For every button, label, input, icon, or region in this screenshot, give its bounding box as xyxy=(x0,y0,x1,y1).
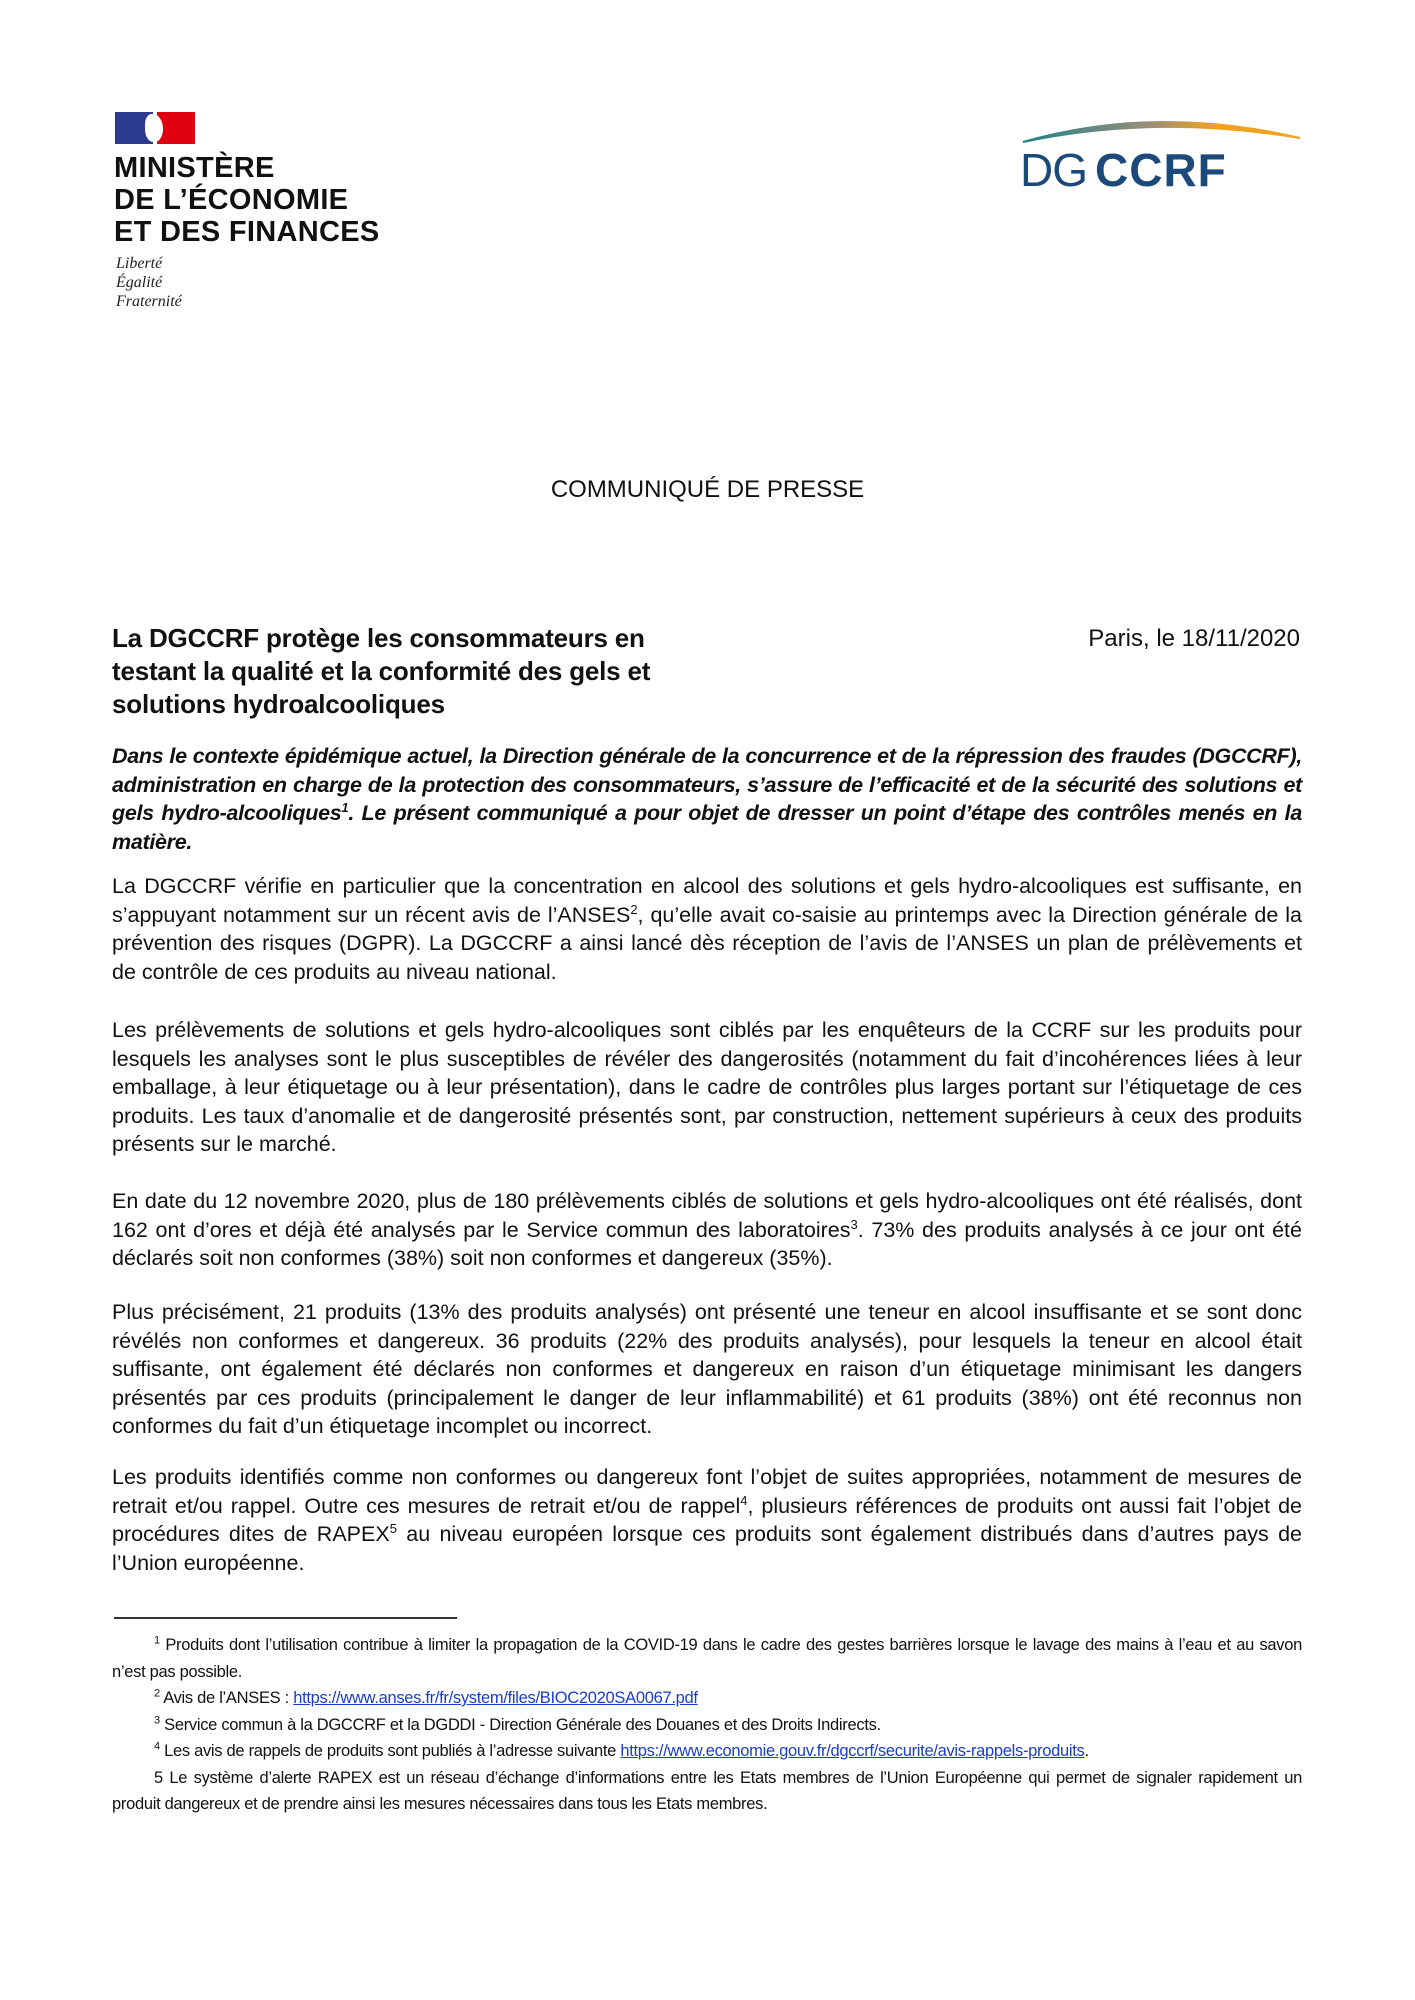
title-line: solutions hydroalcooliques xyxy=(112,689,445,719)
footnote-text: 5 Le système d’alerte RAPEX est un réseau d’échange d’informations entre les Etats membres de l’Union Européenne qui permet de signaler rapidement un produit dangereux et de prendre ainsi les mesures nécessaires dans tous les Etats membres. xyxy=(112,1768,1302,1813)
footnote-text: . xyxy=(1084,1742,1089,1760)
body-paragraph xyxy=(112,872,1302,986)
marianne-logo xyxy=(115,112,195,144)
paragraph-text: En date du 12 novembre 2020, plus de 180 prélèvements ciblés de solutions et gels hydro-alcooliques ont été réalisés, dont 162 ont d’ores et déjà été analysés par le Service commun des laboratoires xyxy=(112,1189,1302,1242)
footnote-ref[interactable]: 1 xyxy=(341,800,349,816)
intro-text: Dans le contexte épidémique actuel, la Direction générale de la concurrence et de la répression des fraudes (DGCCRF), administration en charge de la protection des consommateurs, s’assure de l’efficacité et de la sécurité des solutions et gels hydro-alcooliques xyxy=(112,744,1302,826)
footnote-ref[interactable]: 5 xyxy=(389,1521,397,1537)
footnote-1 xyxy=(112,1632,1302,1685)
paragraph-text: au niveau européen lorsque ces produits sont également distribués dans d’autres pays de l’Union européenne. xyxy=(112,1522,1302,1575)
motto-line: Fraternité xyxy=(116,293,182,310)
agency-wordmark-light: DG xyxy=(1020,144,1087,196)
footnote-mark: 3 xyxy=(154,1714,160,1726)
paragraph-text: , plusieurs références de produits ont aussi fait l’objet de procédures dites de RAPEX xyxy=(112,1493,1302,1547)
footnote-mark: 1 xyxy=(154,1634,160,1647)
paragraph-text: . 73% des produits analysés à ce jour ont été déclarés soit non conformes (38%) soit non conformes et dangereux (35%). xyxy=(112,1217,1302,1271)
footnote-text: Service commun à la DGCCRF et la DGDDI - Direction Générale des Douanes et des Droits Indirects. xyxy=(159,1715,881,1734)
intro-paragraph xyxy=(112,742,1302,856)
recall-notices-link[interactable]: https://www.economie.gouv.fr/dgccrf/securite/avis-rappels-produits xyxy=(620,1742,1085,1760)
footnote-ref[interactable]: 4 xyxy=(740,1492,748,1508)
republic-motto xyxy=(116,254,182,311)
footnote-text: Avis de l’ANSES : xyxy=(159,1689,294,1707)
intro-text: . Le présent communiqué a pour objet de dresser un point d’étape des contrôles menés en la matière. xyxy=(112,801,1302,854)
marianne-profile-icon xyxy=(145,114,163,142)
footnote-ref[interactable]: 2 xyxy=(630,901,638,917)
footnote-text: Produits dont l’utilisation contribue à limiter la propagation de la COVID-19 dans le cadre des gestes barrières lorsque le lavage des mains à l’eau et au savon n’est pas possible. xyxy=(112,1636,1302,1681)
footnote-mark: 4 xyxy=(154,1740,160,1753)
page-title xyxy=(112,622,732,721)
footnote-2 xyxy=(112,1685,1302,1712)
footnote-separator xyxy=(114,1617,457,1619)
footnote-ref[interactable]: 3 xyxy=(850,1216,858,1232)
publication-date: Paris, le 18/11/2020 xyxy=(1088,625,1300,652)
paragraph-text: Les produits identifiés comme non conformes ou dangereux font l’objet de suites appropriées, notamment de mesures de retrait et/ou rappel. Outre ces mesures de retrait et/ou de rappel xyxy=(112,1465,1302,1518)
paragraph-text: La DGCCRF vérifie en particulier que la concentration en alcool des solutions et gels hydro-alcooliques est suffisante, en s’appuyant notamment sur un récent avis de l’ANSES xyxy=(112,874,1302,927)
ministry-line: ET DES FINANCES xyxy=(114,216,380,248)
title-line: La DGCCRF protège les consommateurs en xyxy=(112,623,645,653)
ministry-name xyxy=(114,152,380,248)
ministry-line: MINISTÈRE xyxy=(114,152,275,184)
title-line: testant la qualité et la conformité des gels et xyxy=(112,656,651,686)
footnote-5 xyxy=(112,1765,1302,1818)
document-type: COMMUNIQUÉ DE PRESSE xyxy=(550,476,865,503)
motto-line: Liberté xyxy=(116,255,163,272)
body-paragraph: Les prélèvements de solutions et gels hydro-alcooliques sont ciblés par les enquêteurs de la CCRF sur les produits pour lesquels les analyses sont le plus susceptibles de révéler des dangerosités (notamment du fait d’incohérences liées à leur emballage, à leur étiquetage ou à leur présentation), dans le cadre de contrôles plus larges portant sur l’étiquetage de ces produits. Les taux d’anomalie et de dangerosité présentés sont, par construction, nettement supérieurs à ceux des produits présents sur le marché. xyxy=(112,1018,1302,1157)
paragraph-text: , qu’elle avait co-saisie au printemps avec la Direction générale de la prévention des risques (DGPR). La DGCCRF a ainsi lancé dès réception de l’avis de l’ANSES un plan de prélèvements et de contrôle de ces produits au niveau national. xyxy=(112,902,1302,984)
body-paragraph xyxy=(112,1187,1302,1273)
footnote-4 xyxy=(112,1738,1302,1765)
footnote-text: Les avis de rappels de produits sont publiés à l’adresse suivante xyxy=(159,1742,621,1760)
footnotes xyxy=(112,1632,1302,1818)
body-paragraph xyxy=(112,1463,1302,1577)
agency-wordmark-bold: CCRF xyxy=(1095,144,1227,196)
footnote-3 xyxy=(112,1712,1302,1739)
body-paragraph: Plus précisément, 21 produits (13% des produits analysés) ont présenté une teneur en alcool insuffisante et se sont donc révélés non conformes et dangereux. 36 produits (22% des produits analysés), pour lesquels la teneur en alcool était suffisante, ont également été déclarés non conformes et dangereux en raison d’un étiquetage minimisant les dangers présentés par ces produits (principalement le danger de leur inflammabilité) et 61 produits (38%) ont été reconnus non conformes du fait d’un étiquetage incomplet ou incorrect. xyxy=(112,1300,1302,1439)
motto-line: Égalité xyxy=(116,274,163,291)
agency-wordmark xyxy=(1020,146,1227,194)
footnote-mark: 2 xyxy=(154,1687,160,1700)
ministry-line: DE L’ÉCONOMIE xyxy=(114,184,349,216)
anses-link[interactable]: https://www.anses.fr/fr/system/files/BIOC2020SA0067.pdf xyxy=(293,1689,698,1707)
dgccrf-logo xyxy=(1015,110,1305,195)
